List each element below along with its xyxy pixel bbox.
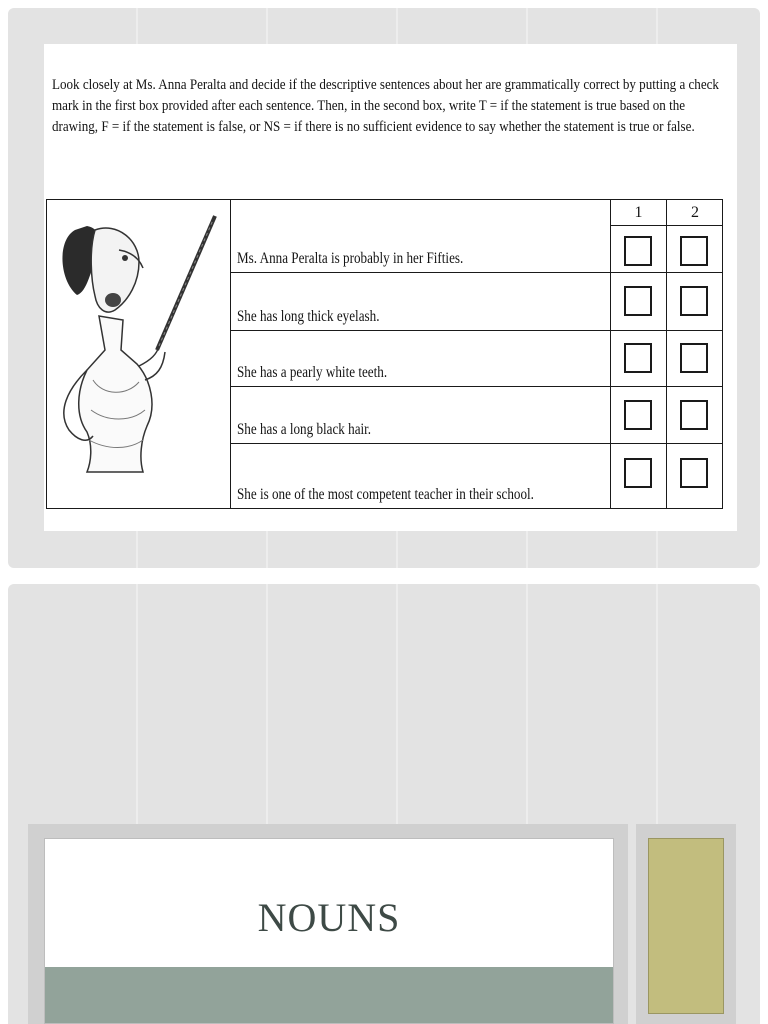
- grammar-check-box: [624, 286, 652, 316]
- worksheet-instructions: Look closely at Ms. Anna Peralta and decide if the descriptive sentences about her are grammatically correct by putting a check mark in the first box provided after each sentence. Then, in the second box, write T = if the statement is true based on the drawing, F = if the statement is false, or NS = if there is no sufficient evidence to say whether the statement is true or false.: [52, 76, 719, 135]
- sentence-text: Ms. Anna Peralta is probably in her Fifties.: [237, 250, 464, 267]
- grammar-check-box: [624, 458, 652, 488]
- grammar-check-box: [624, 400, 652, 430]
- sentence-text: She has a long black hair.: [237, 421, 372, 438]
- teacher-illustration: [47, 200, 229, 506]
- title-slide: [8, 584, 760, 1024]
- grammar-check-box: [624, 236, 652, 266]
- worksheet-slide: [8, 8, 760, 568]
- truth-value-box: [680, 286, 708, 316]
- worksheet-table: [46, 199, 723, 509]
- truth-value-box: [680, 400, 708, 430]
- sentence-text: She has long thick eyelash.: [237, 308, 380, 325]
- sentence-row: [231, 273, 610, 331]
- checkbox-column-2: [667, 200, 723, 508]
- sentence-row: [231, 200, 610, 273]
- truth-value-box: [680, 458, 708, 488]
- sentence-row: [231, 387, 610, 444]
- truth-value-box: [680, 343, 708, 373]
- sentence-text: She has a pearly white teeth.: [237, 364, 388, 381]
- sentence-column: [231, 200, 611, 508]
- worksheet-image: [44, 44, 737, 531]
- title-card: [44, 838, 614, 1024]
- slide-title: NOUNS: [257, 895, 401, 940]
- grammar-check-box: [624, 343, 652, 373]
- teacher-illustration-cell: [47, 200, 231, 508]
- truth-value-box: [680, 236, 708, 266]
- accent-block: [648, 838, 724, 1014]
- column-header-2: 2: [667, 200, 723, 226]
- sentence-text: She is one of the most competent teacher in their school.: [237, 486, 534, 503]
- sentence-row: [231, 331, 610, 387]
- sentence-row: [231, 444, 610, 508]
- title-band: [45, 967, 613, 1023]
- checkbox-column-1: [611, 200, 667, 508]
- column-header-1: 1: [611, 200, 666, 226]
